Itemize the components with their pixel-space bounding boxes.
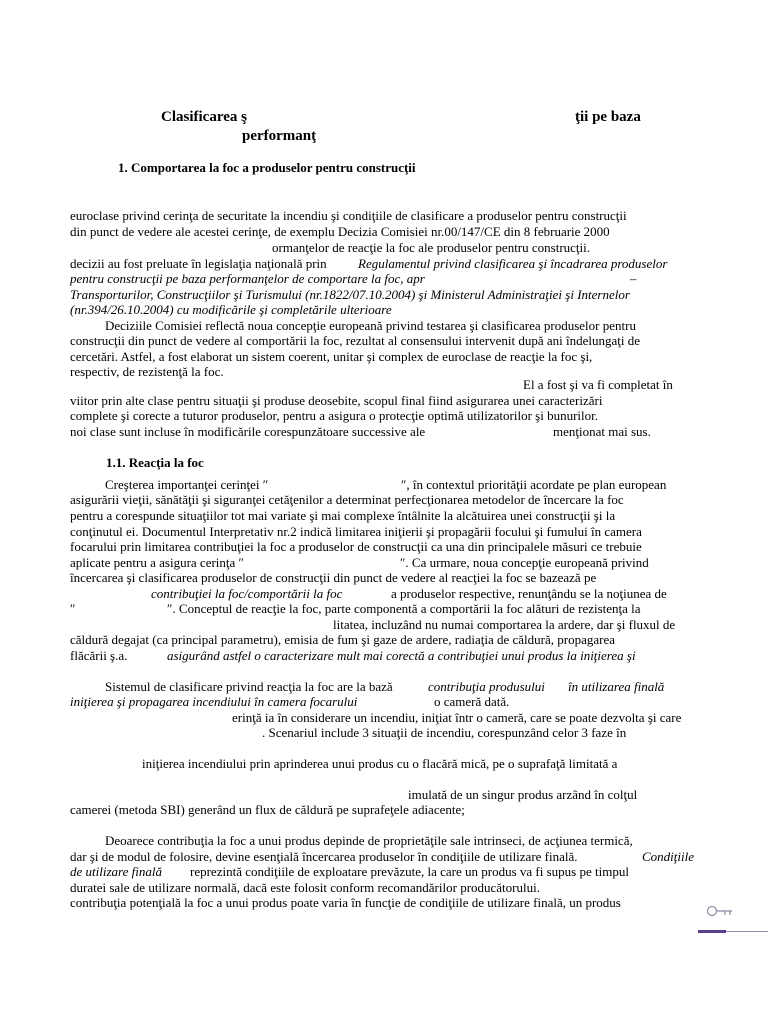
key-icon — [705, 904, 735, 918]
body-line: Creşterea importanţei cerinţei ″ — [105, 477, 269, 492]
body-line-italic: Regulamentul privind clasificarea şi încadrarea produselor — [358, 256, 668, 271]
body-line: ″ — [70, 601, 76, 616]
body-line: noi clase sunt incluse în modificările corespunzătoare successive ale — [70, 424, 426, 439]
body-line: o cameră dată. — [434, 694, 510, 709]
body-line: construcţii din punct de vedere al comportării la foc, rezultat al consensului intervenit după ani îndelungaţi de — [70, 333, 641, 348]
body-line-italic: Transporturilor, Construcţiilor şi Turismului (nr.1822/07.10.2004) şi Ministerul Administraţiei şi Internelor — [70, 287, 630, 302]
body-line: focarului prin limitarea contribuţiei la foc a produselor de construcţii ca una din principalele măsuri ce trebuie — [70, 539, 642, 554]
body-line: ″, în contextul priorităţii acordate pe plan european — [401, 477, 667, 492]
body-line: căldură degajat (ca principal parametru), emisia de fum şi gaze de ardere, radiaţia de căldură, propagarea — [70, 632, 615, 647]
body-line: euroclase privind cerinţa de securitate la incendiu şi condiţiile de clasificare a produselor pentru construcţii — [70, 208, 627, 223]
body-line-italic: iniţierea şi propagarea incendiului în camera focarului — [70, 694, 358, 709]
body-line: Deciziile Comisiei reflectă noua concepţie europeană privind testarea şi clasificarea produselor pentru — [105, 318, 636, 333]
body-line: încercarea şi clasificarea produselor de construcţii din punct de vedere al reacţiei la foc se bazează pe — [70, 570, 597, 585]
body-line: contribuţia potenţială la foc a unui produs poate varia în funcţie de condiţiile de utilizare finală, un produs — [70, 895, 621, 910]
body-line: duratei sale de utilizare normală, dacă este folosit conform recomandărilor producătorului. — [70, 880, 540, 895]
body-line: Deoarece contribuţia la foc a unui produs depinde de proprietăţile sale intrinseci, de acţiunea termică, — [105, 833, 633, 848]
body-line-italic: (nr.394/26.10.2004) cu modificările şi completările ulterioare — [70, 302, 392, 317]
body-line-italic: în utilizarea finală — [568, 679, 665, 694]
body-line: decizii au fost preluate în legislaţia naţională prin — [70, 256, 327, 271]
section-heading-1: 1. Comportarea la foc a produselor pentru construcţii — [118, 160, 416, 175]
body-line: flăcării ş.a. — [70, 648, 128, 663]
footer-rule — [726, 931, 768, 932]
body-line: reprezintă condiţiile de exploatare prevăzute, la care un produs va fi supus pe timpul — [190, 864, 629, 879]
body-line: conţinutul ei. Documentul Interpretativ nr.2 indică limitarea iniţierii şi propagării focului şi fumului în camera — [70, 524, 642, 539]
body-line-italic: contribuţia produsului — [428, 679, 545, 694]
body-line: camerei (metoda SBI) generând un flux de căldură pe suprafeţele adiacente; — [70, 802, 465, 817]
body-line: viitor prin alte clase pentru situaţii şi produse deosebite, scopul final fiind asigurarea unei caracterizări — [70, 393, 603, 408]
body-line: a produselor respective, renunţându se la noţiunea de — [391, 586, 667, 601]
title-line1-right: ţii pe baza — [575, 109, 641, 125]
body-line-italic: asigurând astfel o caracterizare mult mai corectă a contribuţiei unui produs la iniţierea şi — [167, 648, 636, 663]
body-line-italic: pentru construcţii pe baza performanţelor de comportare la foc, apr — [70, 271, 425, 286]
title-line2: performanţ — [242, 128, 317, 144]
body-line: din punct de vedere ale acestei cerinţe, de exemplu Decizia Comisiei nr.00/147/CE din 8 februarie 2000 — [70, 224, 610, 239]
body-line-italic: de utilizare finală — [70, 864, 162, 879]
body-line: litatea, incluzând nu numai comportarea la ardere, dar şi fluxul de — [333, 617, 676, 632]
body-line: aplicate pentru a asigura cerinţa ″ — [70, 555, 244, 570]
body-line: iniţierea incendiului prin aprinderea unui produs cu o flacără mică, pe o suprafaţă limitată a — [142, 756, 618, 771]
body-line: imulată de un singur produs arzând în colţul — [408, 787, 638, 802]
body-line: menţionat mai sus. — [553, 424, 651, 439]
body-line: asigurării vieţii, sănătăţii şi siguranţei cetăţenilor a determinat perfecţionarea metodelor de încercare la foc — [70, 492, 624, 507]
body-line: cercetări. Astfel, a fost elaborat un sistem coerent, unitar şi complex de euroclase de reacţie la foc şi, — [70, 349, 593, 364]
body-line: complete şi corecte a tuturor produselor, pentru a asigura o protecţie optimă utilizatorilor şi bunurilor. — [70, 408, 598, 423]
body-line: ″. Ca urmare, noua concepţie europeană privind — [400, 555, 649, 570]
body-line: erinţă ia în considerare un incendiu, iniţiat într o cameră, care se poate dezvolta şi care — [232, 710, 682, 725]
title-line1-left: Clasificarea ş — [161, 109, 247, 125]
body-line: pentru a corespunde situaţiilor tot mai variate şi mai complexe întâlnite la alcătuirea unei construcţii şi la — [70, 508, 616, 523]
body-line: Sistemul de clasificare privind reacţia la foc are la bază — [105, 679, 393, 694]
section-heading-1-1: 1.1. Reacţia la foc — [106, 455, 204, 470]
body-line-italic: – — [630, 271, 637, 286]
body-line: ormanţelor de reacţie la foc ale produselor pentru construcţii. — [272, 240, 591, 255]
body-line: respectiv, de rezistenţă la foc. — [70, 364, 224, 379]
body-line: ″. Conceptul de reacţie la foc, parte componentă a comportării la foc alături de rezistenţa la — [167, 601, 641, 616]
body-line-italic: Condiţiile — [642, 849, 694, 864]
body-line: El a fost şi va fi completat în — [523, 377, 673, 392]
footer-rule-accent — [698, 930, 726, 933]
body-line-italic: contribuţiei la foc/comportării la foc — [151, 586, 343, 601]
body-line: dar şi de modul de folosire, devine esenţială încercarea produselor în condiţiile de utilizare finală. — [70, 849, 578, 864]
body-line: . Scenariul include 3 situaţii de incendiu, corespunzând celor 3 faze în — [262, 725, 627, 740]
